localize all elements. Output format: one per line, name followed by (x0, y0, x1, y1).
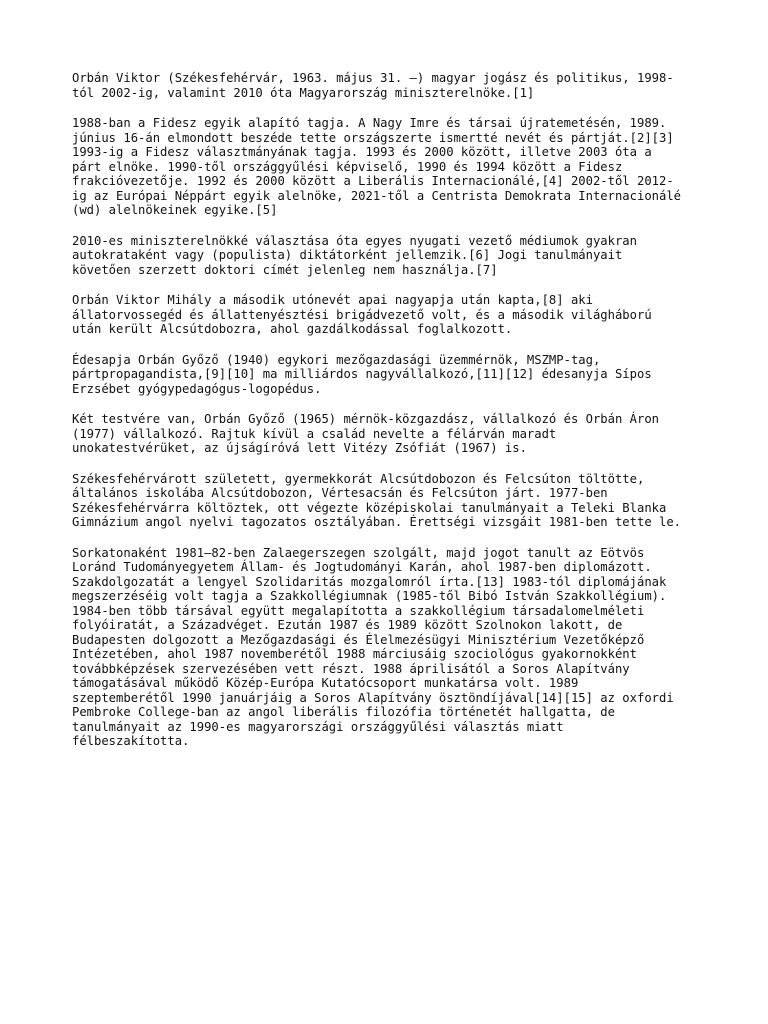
paragraph-fidesz: 1988-ban a Fidesz egyik alapító tagja. A Nagy Imre és társai újratemetésén, 1989. június 16-án elmondott beszéde tette országszerte ismertté nevét és pártját.[2][3] 1993-ig a Fidesz választmányának tagja. 1993 és 2000 között, illetve 2003 óta a párt elnöke. 1990-től országgyűlési képviselő, 1990 és 1994 között a Fidesz frakcióvezetője. 1992 és 2000 között a Liberális Internacionálé,[4] 2002-től 2012- ig az Európai Néppárt egyik alelnöke, 2021-től a Centrista Demokrata Internacionálé (wd) alelnökeinek egyike.[5] (72, 116, 682, 217)
paragraph-parents: Édesapja Orbán Győző (1940) egykori mezőgazdasági üzemmérnök, MSZMP-tag, pártpropagandista,[9][10] ma milliárdos nagyvállalkozó,[11][12] édesanyja Sípos Erzsébet gyógypedagógus-logopédus. (72, 352, 652, 396)
paragraph-childhood: Székesfehérvárott született, gyermekkorát Alcsútdobozon és Felcsúton töltötte, általános iskolába Alcsútdobozon, Vértesacsán és Felcsúton járt. 1977-ben Székesfehérvárra költöztek, ott végezte középiskolai tanulmányait a Teleki Blanka Gimnázium angol nyelvi tagozatos osztályában. Érettségi vizsgáit 1981-ben tette le. (72, 471, 682, 529)
document-body (72, 71, 712, 765)
paragraph-intro: Orbán Viktor (Székesfehérvár, 1963. május 31. –) magyar jogász és politikus, 1998- tól 2002-ig, valamint 2010 óta Magyarország miniszterelnöke.[1] (72, 71, 674, 100)
paragraph-name-origin: Orbán Viktor Mihály a második utónevét apai nagyapja után kapta,[8] aki állatorvossegéd és állattenyésztési brigádvezető volt, és a második világháború után került Alcsútdobozra, ahol gazdálkodással foglalkozott. (72, 293, 652, 336)
paragraph-siblings: Két testvére van, Orbán Győző (1965) mérnök-közgazdász, vállalkozó és Orbán Áron (1977) vállalkozó. Rajtuk kívül a család nevelte a félárván maradt unokatestvérüket, az újságíróvá lett Vitézy Zsófiát (1967) is. (72, 412, 659, 455)
paragraph-education: Sorkatonaként 1981–82-ben Zalaegerszegen szolgált, majd jogot tanult az Eötvös Loránd Tudományegyetem Állam- és Jogtudományi Karán, ahol 1987-ben diplomázott. Szakdolgozatát a lengyel Szolidaritás mozgalomról írta.[13] 1983-tól diplomájának megszerzéséig volt tagja a Szakkollégiumnak (1985-től Bibó István Szakkollégium). 1984-ben több társával együtt megalapította a szakkollégium társadalomelméleti folyóiratát, a Századvéget. Ezután 1987 és 1989 között Szolnokon lakott, de Budapesten dolgozott a Mezőgazdasági és Élelmezésügyi Minisztérium Vezetőképző Intézetében, ahol 1987 novemberétől 1988 márciusáig szociológus gyakornokként továbbképzések szervezésében vett részt. 1988 áprilisától a Soros Alapítvány támogatásával működő Közép-Európa Kutatócsoport munkatársa volt. 1989 szeptemberétől 1990 januárjáig a Soros Alapítvány ösztöndíjával[14][15] az oxfordi Pembroke College-ban az angol liberális filozófia történetét hallgatta, de tanulmányait az 1990-es magyarországi országgyűlési választás miatt félbeszakította. (72, 545, 674, 748)
paragraph-media: 2010-es miniszterelnökké választása óta egyes nyugati vezető médiumok gyakran autokrataként vagy (populista) diktátorként jellemzik.[6] Jogi tanulmányait követően szerzett doktori címét jelenleg nem használja.[7] (72, 233, 637, 277)
